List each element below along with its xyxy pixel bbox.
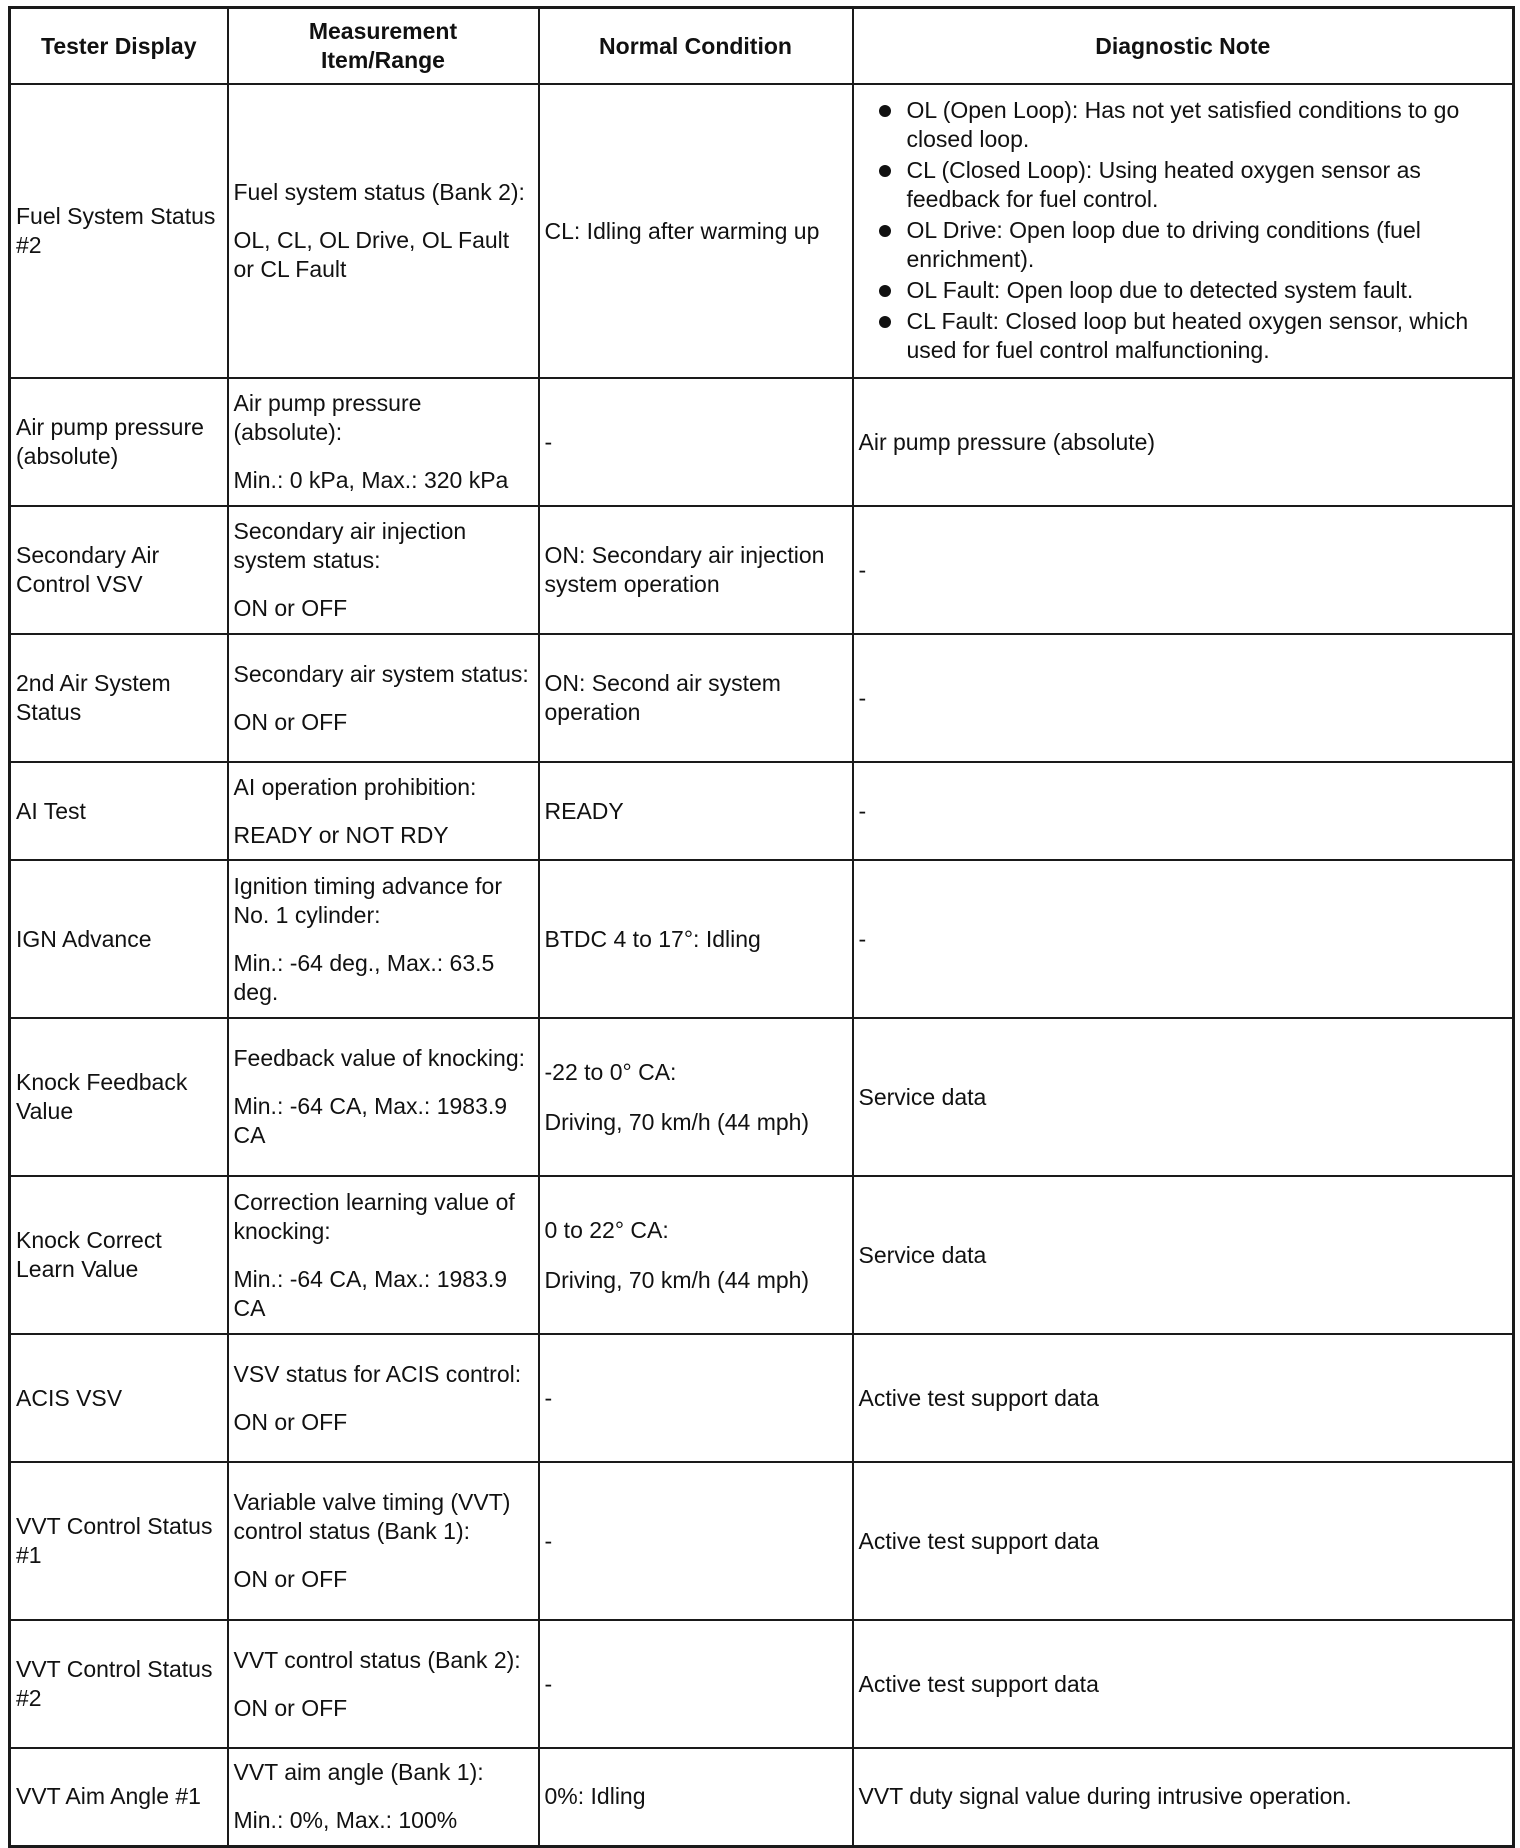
header-measurement-line1: Measurement bbox=[308, 18, 458, 44]
table-header-row bbox=[10, 8, 1514, 85]
diagnostic-note-cell: - bbox=[853, 762, 1514, 860]
bullet-icon bbox=[879, 105, 891, 117]
measurement-cell bbox=[228, 1748, 539, 1846]
header-diagnostic-note: Diagnostic Note bbox=[853, 8, 1514, 85]
measurement-cell bbox=[228, 378, 539, 506]
diagnostic-note-cell: - bbox=[853, 860, 1514, 1018]
normal-condition-cell bbox=[539, 506, 853, 634]
normal-condition-text: 0%: Idling bbox=[544, 1783, 646, 1810]
list-item bbox=[859, 156, 1508, 214]
diagnostic-note-cell: VVT duty signal value during intrusive operation. bbox=[853, 1748, 1514, 1846]
table-row bbox=[10, 1620, 1514, 1748]
normal-condition-text: ON: Second air system operation bbox=[544, 670, 781, 725]
diagnostic-note-cell: Service data bbox=[853, 1176, 1514, 1334]
bullet-icon bbox=[879, 316, 891, 328]
table-row bbox=[10, 1334, 1514, 1462]
document-page bbox=[8, 6, 1512, 1848]
bullet-icon bbox=[879, 285, 891, 297]
measurement-item: AI operation prohibition: bbox=[233, 773, 477, 800]
measurement-range: ON or OFF bbox=[233, 708, 348, 735]
normal-condition-text: 0 to 22° CA: bbox=[544, 1216, 669, 1243]
measurement-range: Min.: -64 CA, Max.: 1983.9 CA bbox=[233, 1265, 508, 1321]
measurement-item: Air pump pressure (absolute): bbox=[233, 390, 422, 445]
tester-display-cell: Fuel System Status #2 bbox=[10, 84, 228, 378]
measurement-item: VVT aim angle (Bank 1): bbox=[233, 1759, 484, 1786]
list-item bbox=[859, 307, 1508, 365]
normal-condition-cell bbox=[539, 634, 853, 762]
bullet-icon bbox=[879, 165, 891, 177]
diagnostic-note-cell bbox=[853, 84, 1514, 378]
list-item bbox=[859, 276, 1508, 305]
normal-condition-cell bbox=[539, 1462, 853, 1620]
measurement-item: Secondary air injection system status: bbox=[233, 518, 467, 573]
table-row bbox=[10, 506, 1514, 634]
normal-condition-text: - bbox=[544, 428, 553, 455]
table-row bbox=[10, 762, 1514, 860]
measurement-cell bbox=[228, 1462, 539, 1620]
normal-condition-cell bbox=[539, 1018, 853, 1176]
normal-condition-cell bbox=[539, 378, 853, 506]
normal-condition-text: -22 to 0° CA: bbox=[544, 1058, 677, 1085]
normal-condition-text: BTDC 4 to 17°: Idling bbox=[544, 925, 761, 952]
normal-condition-text: ON: Secondary air injection system operation bbox=[544, 542, 825, 597]
normal-condition-cell bbox=[539, 1334, 853, 1462]
normal-condition-cell bbox=[539, 860, 853, 1018]
table-row bbox=[10, 860, 1514, 1018]
measurement-cell bbox=[228, 860, 539, 1018]
bullet-icon bbox=[879, 225, 891, 237]
normal-condition-text: Driving, 70 km/h (44 mph) bbox=[544, 1266, 810, 1293]
tester-display-cell: 2nd Air System Status bbox=[10, 634, 228, 762]
measurement-item: VVT control status (Bank 2): bbox=[233, 1646, 521, 1673]
measurement-item: VSV status for ACIS control: bbox=[233, 1360, 522, 1387]
measurement-range: READY or NOT RDY bbox=[233, 821, 449, 848]
normal-condition-text: READY bbox=[544, 797, 624, 824]
normal-condition-text: - bbox=[544, 1670, 553, 1697]
normal-condition-text: CL: Idling after warming up bbox=[544, 217, 820, 244]
list-item bbox=[859, 216, 1508, 274]
header-measurement bbox=[228, 8, 539, 85]
measurement-item: Feedback value of knocking: bbox=[233, 1045, 526, 1071]
normal-condition-cell bbox=[539, 1748, 853, 1846]
diagnostic-note-cell: - bbox=[853, 506, 1514, 634]
table-row bbox=[10, 1176, 1514, 1334]
tester-display-cell: Knock Correct Learn Value bbox=[10, 1176, 228, 1334]
table-row bbox=[10, 1748, 1514, 1846]
measurement-cell bbox=[228, 1620, 539, 1748]
measurement-cell bbox=[228, 1018, 539, 1176]
measurement-range: Min.: -64 CA, Max.: 1983.9 CA bbox=[233, 1093, 508, 1148]
diagnostic-note-cell: Active test support data bbox=[853, 1334, 1514, 1462]
tester-display-cell: VVT Control Status #2 bbox=[10, 1620, 228, 1748]
table-row bbox=[10, 1018, 1514, 1176]
table-row bbox=[10, 634, 1514, 762]
measurement-item: Variable valve timing (VVT) control status (Bank 1): bbox=[233, 1489, 511, 1544]
measurement-range: ON or OFF bbox=[233, 1566, 348, 1592]
tester-display-cell: Air pump pressure (absolute) bbox=[10, 378, 228, 506]
tester-display-cell: IGN Advance bbox=[10, 860, 228, 1018]
table-row bbox=[10, 378, 1514, 506]
table-row bbox=[10, 1462, 1514, 1620]
measurement-cell bbox=[228, 762, 539, 860]
tester-display-cell: VVT Control Status #1 bbox=[10, 1462, 228, 1620]
diagnostic-note-cell: Air pump pressure (absolute) bbox=[853, 378, 1514, 506]
normal-condition-cell bbox=[539, 1620, 853, 1748]
tester-display-cell: ACIS VSV bbox=[10, 1334, 228, 1462]
diagnostic-note-cell: Active test support data bbox=[853, 1462, 1514, 1620]
measurement-cell bbox=[228, 506, 539, 634]
note-text: CL (Closed Loop): Using heated oxygen sensor as feedback for fuel control. bbox=[906, 156, 1421, 212]
measurement-cell bbox=[228, 1334, 539, 1462]
measurement-item: Correction learning value of knocking: bbox=[233, 1188, 515, 1244]
normal-condition-text: Driving, 70 km/h (44 mph) bbox=[544, 1108, 810, 1135]
normal-condition-cell bbox=[539, 84, 853, 378]
note-text: OL Drive: Open loop due to driving conditions (fuel enrichment). bbox=[906, 216, 1421, 272]
note-text: OL (Open Loop): Has not yet satisfied conditions to go closed loop. bbox=[906, 96, 1460, 152]
measurement-range: ON or OFF bbox=[233, 595, 348, 621]
measurement-range: ON or OFF bbox=[233, 1408, 348, 1435]
measurement-range: Min.: -64 deg., Max.: 63.5 deg. bbox=[233, 949, 495, 1005]
measurement-range: OL, CL, OL Drive, OL Fault or CL Fault bbox=[233, 227, 510, 282]
note-text: CL Fault: Closed loop but heated oxygen sensor, which used for fuel control malfunctioning. bbox=[906, 307, 1469, 363]
table-row bbox=[10, 84, 1514, 378]
measurement-item: Secondary air system status: bbox=[233, 660, 529, 687]
measurement-range: ON or OFF bbox=[233, 1694, 348, 1721]
normal-condition-cell bbox=[539, 762, 853, 860]
measurement-cell bbox=[228, 1176, 539, 1334]
list-item bbox=[859, 96, 1508, 154]
measurement-cell bbox=[228, 634, 539, 762]
header-normal-condition: Normal Condition bbox=[539, 8, 853, 85]
measurement-item: Ignition timing advance for No. 1 cylinder: bbox=[233, 872, 502, 928]
measurement-item: Fuel system status (Bank 2): bbox=[233, 179, 525, 205]
header-tester-display: Tester Display bbox=[10, 8, 228, 85]
tester-display-cell: AI Test bbox=[10, 762, 228, 860]
measurement-cell bbox=[228, 84, 539, 378]
note-text: OL Fault: Open loop due to detected system fault. bbox=[906, 276, 1414, 303]
tester-display-cell: Secondary Air Control VSV bbox=[10, 506, 228, 634]
header-measurement-line2: Item/Range bbox=[321, 47, 445, 73]
normal-condition-cell bbox=[539, 1176, 853, 1334]
diagnostic-note-cell: - bbox=[853, 634, 1514, 762]
measurement-range: Min.: 0 kPa, Max.: 320 kPa bbox=[233, 467, 509, 493]
measurement-range: Min.: 0%, Max.: 100% bbox=[233, 1807, 458, 1834]
diagnostic-note-cell: Active test support data bbox=[853, 1620, 1514, 1748]
normal-condition-text: - bbox=[544, 1527, 553, 1554]
diagnostic-note-cell: Service data bbox=[853, 1018, 1514, 1176]
normal-condition-text: - bbox=[544, 1384, 553, 1411]
diagnostic-note-list bbox=[859, 96, 1508, 365]
tester-display-cell: VVT Aim Angle #1 bbox=[10, 1748, 228, 1846]
data-list-table bbox=[8, 6, 1515, 1848]
tester-display-cell: Knock Feedback Value bbox=[10, 1018, 228, 1176]
